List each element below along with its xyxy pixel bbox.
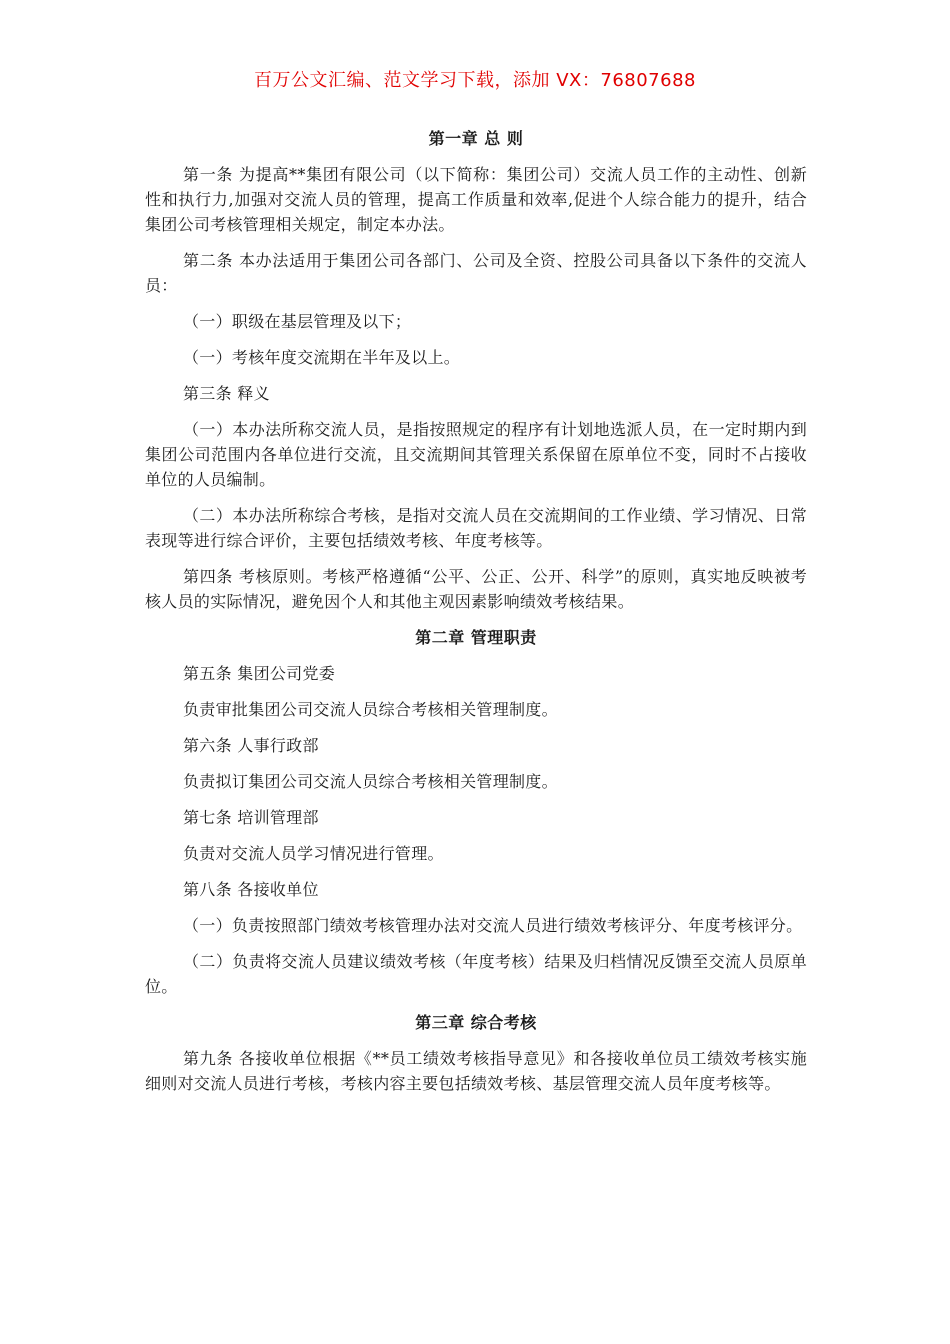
article-2-item-1: （一）职级在基层管理及以下；	[183, 312, 412, 331]
article-6: 第六条 人事行政部	[183, 736, 319, 755]
chapter-1-title: 第一章 总 则	[428, 129, 524, 148]
article-7-text: 负责对交流人员学习情况进行管理。	[183, 844, 444, 863]
chapter-3-title: 第三章 综合考核	[415, 1013, 537, 1032]
article-5: 第五条 集团公司党委	[183, 664, 336, 683]
article-5-text: 负责审批集团公司交流人员综合考核相关管理制度。	[183, 700, 558, 719]
document-body	[145, 126, 807, 1107]
article-3-item-1: （一）本办法所称交流人员，是指按照规定的程序有计划地选派人员，在一定时期内到集团公司范围内各单位进行交流，且交流期间其管理关系保留在原单位不变，同时不占接收单位的人员编制。	[145, 420, 807, 489]
article-8: 第八条 各接收单位	[183, 880, 319, 899]
article-3: 第三条 释义	[183, 384, 270, 403]
article-2-item-2: （一）考核年度交流期在半年及以上。	[183, 348, 461, 367]
article-8-item-1: （一）负责按照部门绩效考核管理办法对交流人员进行绩效考核评分、年度考核评分。	[183, 916, 803, 935]
article-6-text: 负责拟订集团公司交流人员综合考核相关管理制度。	[183, 772, 558, 791]
article-2: 第二条 本办法适用于集团公司各部门、公司及全资、控股公司具备以下条件的交流人员：	[145, 251, 807, 295]
watermark-banner: 百万公文汇编、范文学习下载，添加 VX：76807688	[254, 70, 696, 91]
article-4: 第四条 考核原则。考核严格遵循“公平、公正、公开、科学”的原则，真实地反映被考核人员的实际情况，避免因个人和其他主观因素影响绩效考核结果。	[145, 567, 807, 611]
article-8-item-2: （二）负责将交流人员建议绩效考核（年度考核）结果及归档情况反馈至交流人员原单位。	[145, 952, 807, 996]
article-7: 第七条 培训管理部	[183, 808, 319, 827]
article-1: 第一条 为提高**集团有限公司（以下简称：集团公司）交流人员工作的主动性、创新性和执行力,加强对交流人员的管理，提高工作质量和效率,促进个人综合能力的提升，结合集团公司考核管理相关规定，制定本办法。	[145, 165, 807, 234]
article-3-item-2: （二）本办法所称综合考核，是指对交流人员在交流期间的工作业绩、学习情况、日常表现等进行综合评价，主要包括绩效考核、年度考核等。	[145, 506, 807, 550]
chapter-2-title: 第二章 管理职责	[415, 628, 537, 647]
article-9: 第九条 各接收单位根据《**员工绩效考核指导意见》和各接收单位员工绩效考核实施细则对交流人员进行考核，考核内容主要包括绩效考核、基层管理交流人员年度考核等。	[145, 1049, 807, 1093]
